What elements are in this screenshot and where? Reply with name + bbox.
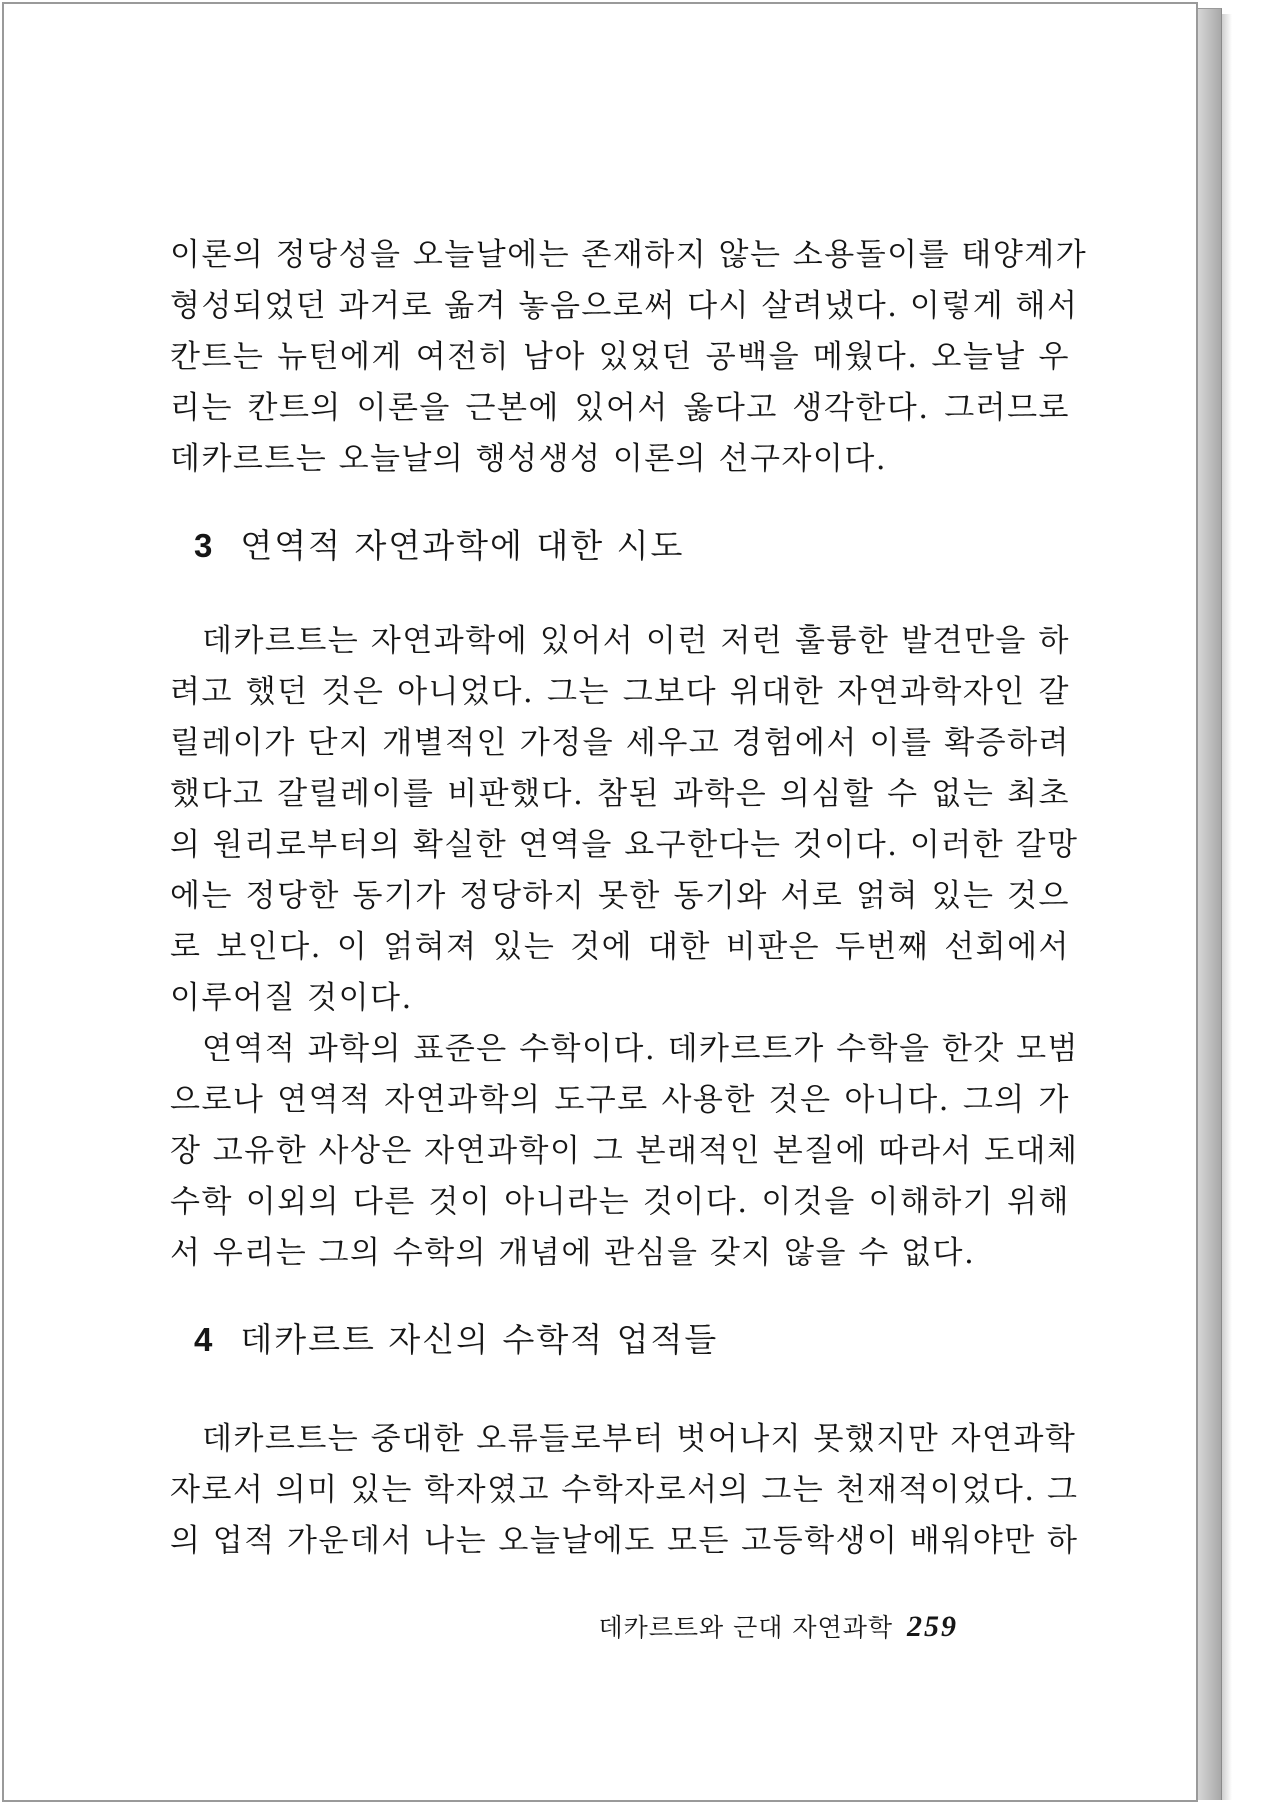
text-line: 려고 했던 것은 아니었다. 그는 그보다 위대한 자연과학자인 갈 <box>170 674 1070 710</box>
text-line: 자로서 의미 있는 학자였고 수학자로서의 그는 천재적이었다. 그 <box>170 1472 1079 1508</box>
section-number: 3 <box>194 527 215 564</box>
text-line: 릴레이가 단지 개별적인 가정을 세우고 경험에서 이를 확증하려 <box>170 725 1070 761</box>
book-page <box>2 2 1198 1802</box>
text-line: 수학 이외의 다른 것이 아니라는 것이다. 이것을 이해하기 위해 <box>170 1184 1070 1220</box>
section-3-paragraph-1 <box>170 616 1079 1024</box>
text-line: 리는 칸트의 이론을 근본에 있어서 옳다고 생각한다. 그러므로 <box>170 390 1070 426</box>
section-3-heading <box>194 524 684 568</box>
running-title: 데카르트와 근대 자연과학 <box>598 1613 893 1642</box>
page-edge-shadow <box>1222 14 1232 1800</box>
text-line: 데카르트는 중대한 오류들로부터 벗어나지 못했지만 자연과학 <box>202 1421 1077 1457</box>
section-title: 연역적 자연과학에 대한 시도 <box>240 526 685 565</box>
text-line: 장 고유한 사상은 자연과학이 그 본래적인 본질에 따라서 도대체 <box>170 1133 1079 1169</box>
text-line: 했다고 갈릴레이를 비판했다. 참된 과학은 의심할 수 없는 최초 <box>170 776 1070 812</box>
section-3-paragraph-2 <box>170 1024 1079 1279</box>
text-line: 에는 정당한 동기가 정당하지 못한 동기와 서로 얽혀 있는 것으 <box>170 878 1070 914</box>
section-title: 데카르트 자신의 수학적 업적들 <box>240 1320 719 1359</box>
text-line: 의 원리로부터의 확실한 연역을 요구한다는 것이다. 이러한 갈망 <box>170 827 1079 863</box>
text-line: 형성되었던 과거로 옮겨 놓음으로써 다시 살려냈다. 이렇게 해서 <box>170 288 1079 324</box>
text-line: 의 업적 가운데서 나는 오늘날에도 모든 고등학생이 배워야만 하 <box>170 1523 1079 1559</box>
text-line: 데카르트는 자연과학에 있어서 이런 저런 훌륭한 발견만을 하 <box>202 623 1070 659</box>
page-edge <box>1198 8 1222 1800</box>
text-line: 데카르트는 오늘날의 행성생성 이론의 선구자이다. <box>170 441 888 477</box>
text-line: 으로나 연역적 자연과학의 도구로 사용한 것은 아니다. 그의 가 <box>170 1082 1070 1118</box>
section-4-heading <box>194 1318 718 1362</box>
page-number: 259 <box>907 1610 958 1643</box>
text-line: 로 보인다. 이 얽혀져 있는 것에 대한 비판은 두번째 선회에서 <box>170 929 1070 965</box>
text-line: 연역적 과학의 표준은 수학이다. 데카르트가 수학을 한갓 모범 <box>202 1031 1079 1067</box>
text-line: 칸트는 뉴턴에게 여전히 남아 있었던 공백을 메웠다. 오늘날 우 <box>170 339 1070 375</box>
paragraph-top <box>170 230 1088 485</box>
page-footer <box>598 1608 958 1644</box>
text-line: 이론의 정당성을 오늘날에는 존재하지 않는 소용돌이를 태양계가 <box>170 237 1088 273</box>
text-line: 서 우리는 그의 수학의 개념에 관심을 갖지 않을 수 없다. <box>170 1235 976 1271</box>
text-line: 이루어질 것이다. <box>170 980 413 1016</box>
section-4-paragraph-1 <box>170 1414 1079 1567</box>
section-number: 4 <box>194 1321 215 1358</box>
